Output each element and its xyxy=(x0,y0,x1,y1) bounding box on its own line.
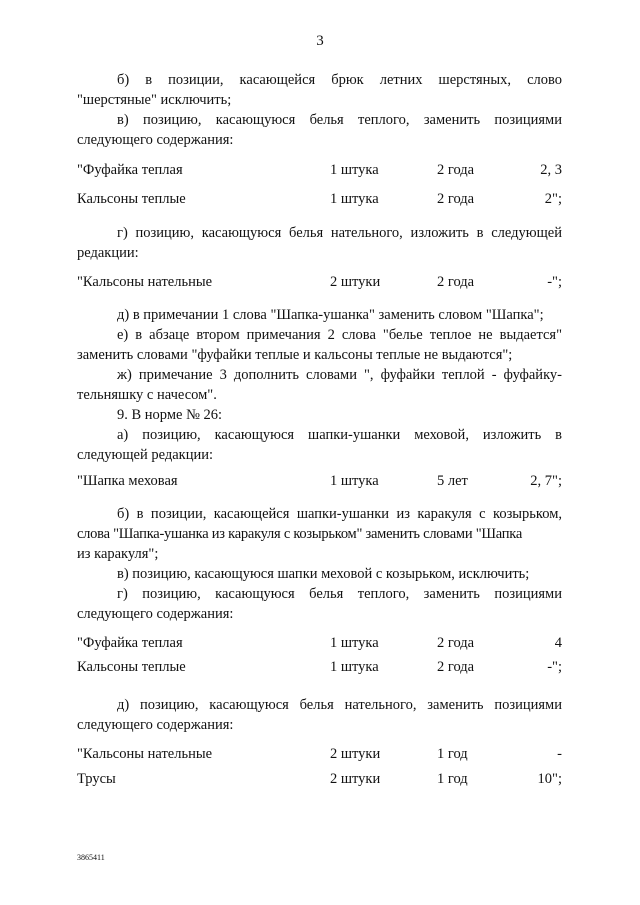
paragraph-line: заменить словами "фуфайки теплые и кальсоны теплые не выдаются"; xyxy=(77,347,513,363)
item-note: 2, 7"; xyxy=(530,473,562,489)
item-quantity: 1 штука xyxy=(330,473,379,489)
paragraph-line: г) позицию, касающуюся белья теплого, заменить позициями xyxy=(117,586,562,602)
item-name: "Фуфайка теплая xyxy=(77,162,183,178)
paragraph-line: слова "Шапка-ушанка из каракуля с козырьком" заменить словами "Шапка xyxy=(77,526,523,542)
paragraph-line: следующей редакции: xyxy=(77,447,214,463)
table-row xyxy=(77,633,562,653)
item-term: 2 года xyxy=(437,659,475,675)
item-quantity: 2 штуки xyxy=(330,771,381,787)
paragraph-line: ж) примечание 3 дополнить словами ", фуфайки теплой - фуфайку- xyxy=(117,367,562,383)
item-quantity: 2 штуки xyxy=(330,274,381,290)
item-note: 4 xyxy=(554,635,562,651)
table-row xyxy=(77,272,562,292)
paragraph-line: д) в примечании 1 слова "Шапка-ушанка" заменить словом "Шапка"; xyxy=(117,307,544,323)
paragraph-line: следующего содержания: xyxy=(77,606,234,622)
document-code: 3865411 xyxy=(77,853,105,862)
paragraph-line: из каракуля"; xyxy=(77,546,159,562)
item-note: -"; xyxy=(547,274,562,290)
paragraph-line: следующего содержания: xyxy=(77,132,234,148)
item-note: 2, 3 xyxy=(540,162,562,178)
table-row xyxy=(77,160,562,180)
item-name: Кальсоны теплые xyxy=(77,191,186,207)
item-term: 1 год xyxy=(437,771,468,787)
table-row xyxy=(77,769,562,789)
paragraph-line: б) в позиции, касающейся брюк летних шерстяных, слово xyxy=(117,72,562,88)
item-term: 2 года xyxy=(437,274,475,290)
item-name: Трусы xyxy=(77,771,116,787)
item-note: -"; xyxy=(547,659,562,675)
item-term: 2 года xyxy=(437,162,475,178)
item-name: "Кальсоны нательные xyxy=(77,274,213,290)
paragraph-line: в) позицию, касающуюся белья теплого, заменить позициями xyxy=(117,112,562,128)
paragraph-line: д) позицию, касающуюся белья нательного, заменить позициями xyxy=(117,697,562,713)
item-name: "Шапка меховая xyxy=(77,473,178,489)
paragraph-line: г) позицию, касающуюся белья нательного, изложить в следующей xyxy=(117,225,562,241)
paragraph-line: е) в абзаце втором примечания 2 слова "белье теплое не выдается" xyxy=(117,327,562,343)
section-heading: 9. В норме № 26: xyxy=(117,407,223,423)
item-term: 1 год xyxy=(437,746,468,762)
item-name: "Фуфайка теплая xyxy=(77,635,183,651)
table-row xyxy=(77,471,562,491)
item-note: 10"; xyxy=(537,771,562,787)
paragraph-line: "шерстяные" исключить; xyxy=(77,92,232,108)
item-quantity: 1 штука xyxy=(330,659,379,675)
item-term: 2 года xyxy=(437,635,475,651)
item-term: 5 лет xyxy=(437,473,468,489)
paragraph-line: следующего содержания: xyxy=(77,717,234,733)
paragraph-line: редакции: xyxy=(77,245,139,261)
page-number: 3 xyxy=(316,33,324,49)
item-note: 2"; xyxy=(544,191,562,207)
paragraph-line: а) позицию, касающуюся шапки-ушанки меховой, изложить в xyxy=(117,427,562,443)
paragraph-line: б) в позиции, касающейся шапки-ушанки из каракуля с козырьком, xyxy=(117,506,562,522)
table-row xyxy=(77,189,562,209)
table-row xyxy=(77,744,562,764)
item-note: - xyxy=(557,746,562,762)
paragraph-line: тельняшку с начесом". xyxy=(77,387,217,403)
item-quantity: 1 штука xyxy=(330,635,379,651)
paragraph-line: в) позицию, касающуюся шапки меховой с козырьком, исключить; xyxy=(117,566,530,582)
item-name: "Кальсоны нательные xyxy=(77,746,213,762)
table-row xyxy=(77,657,562,677)
item-term: 2 года xyxy=(437,191,475,207)
item-quantity: 1 штука xyxy=(330,162,379,178)
item-quantity: 1 штука xyxy=(330,191,379,207)
item-quantity: 2 штуки xyxy=(330,746,381,762)
item-name: Кальсоны теплые xyxy=(77,659,186,675)
